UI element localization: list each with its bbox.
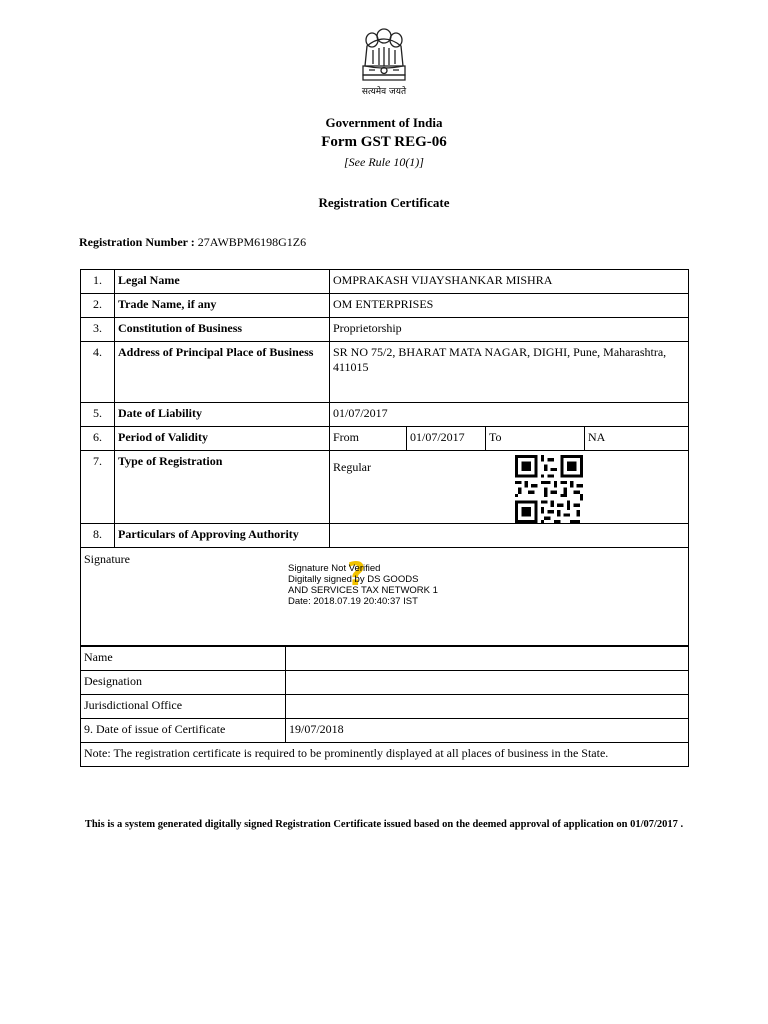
emblem-motto: सत्यमेव जयते <box>361 87 407 97</box>
row-label: Legal Name <box>115 270 330 294</box>
validity-to-value: NA <box>585 427 689 451</box>
signature-signer-line1: Digitally signed by DS GOODS <box>288 574 419 585</box>
registration-number <box>79 235 306 250</box>
validity-from-value: 01/07/2017 <box>407 427 486 451</box>
table-row <box>81 318 689 342</box>
row-label: Date of Liability <box>115 403 330 427</box>
table-row <box>81 294 689 318</box>
row-label: Constitution of Business <box>115 318 330 342</box>
constitution-value: Proprietorship <box>330 318 689 342</box>
row-label: Particulars of Approving Authority <box>115 524 330 548</box>
designation-value <box>286 671 689 695</box>
approving-authority-value <box>330 524 689 548</box>
registration-number-value: 27AWBPM6198G1Z6 <box>197 235 307 249</box>
table-row <box>81 524 689 548</box>
validity-from-label: From <box>330 427 407 451</box>
registration-details-table <box>80 269 689 548</box>
table-row <box>81 719 689 743</box>
row-label: Trade Name, if any <box>115 294 330 318</box>
table-row <box>81 671 689 695</box>
government-heading: Government of India <box>325 115 443 130</box>
question-mark-icon: ? <box>347 555 366 593</box>
name-label: Name <box>81 647 286 671</box>
table-row <box>81 403 689 427</box>
signature-section <box>80 548 689 646</box>
designation-label: Designation <box>81 671 286 695</box>
jurisdictional-office-value <box>286 695 689 719</box>
table-row <box>81 451 689 524</box>
authority-details-table <box>80 646 689 767</box>
certificate-title: Registration Certificate <box>318 195 450 210</box>
issue-date-value: 19/07/2018 <box>286 719 689 743</box>
qr-code-icon <box>515 455 583 523</box>
table-row <box>81 270 689 294</box>
legal-name-value: OMPRAKASH VIJAYSHANKAR MISHRA <box>330 270 689 294</box>
signature-signer-line2: AND SERVICES TAX NETWORK 1 <box>288 585 438 596</box>
row-number: 8. <box>81 524 115 548</box>
display-note: Note: The registration certificate is required to be prominently displayed at all places of business in the State. <box>81 743 689 767</box>
digital-signature-text <box>288 563 438 607</box>
issue-date-label: 9. Date of issue of Certificate <box>81 719 286 743</box>
signature-date: Date: 2018.07.19 20:40:37 IST <box>288 596 418 607</box>
signature-label: Signature <box>84 552 130 566</box>
validity-to-label: To <box>486 427 585 451</box>
signature-status: Signature Not Verified <box>288 563 381 574</box>
table-row <box>81 427 689 451</box>
row-number: 7. <box>81 451 115 524</box>
form-title: Form GST REG-06 <box>321 134 447 150</box>
trade-name-value: OM ENTERPRISES <box>330 294 689 318</box>
table-row <box>81 695 689 719</box>
address-value: SR NO 75/2, BHARAT MATA NAGAR, DIGHI, Pune, Maharashtra, 411015 <box>330 342 689 403</box>
row-label: Period of Validity <box>115 427 330 451</box>
table-row <box>81 342 689 403</box>
rule-reference: [See Rule 10(1)] <box>344 155 424 169</box>
registration-type-value: Regular <box>330 451 689 524</box>
row-number: 6. <box>81 427 115 451</box>
row-number: 3. <box>81 318 115 342</box>
date-of-liability-value: 01/07/2017 <box>330 403 689 427</box>
row-number: 4. <box>81 342 115 403</box>
table-row <box>81 647 689 671</box>
jurisdictional-office-label: Jurisdictional Office <box>81 695 286 719</box>
row-label: Address of Principal Place of Business <box>115 342 330 403</box>
row-number: 2. <box>81 294 115 318</box>
row-label: Type of Registration <box>115 451 330 524</box>
row-number: 5. <box>81 403 115 427</box>
registration-number-label: Registration Number : <box>79 235 195 249</box>
name-value <box>286 647 689 671</box>
row-number: 1. <box>81 270 115 294</box>
system-generated-footer: This is a system generated digitally signed Registration Certificate issued based on the deemed approval of application on 01/07/2017 . <box>84 819 684 830</box>
table-row <box>81 743 689 767</box>
